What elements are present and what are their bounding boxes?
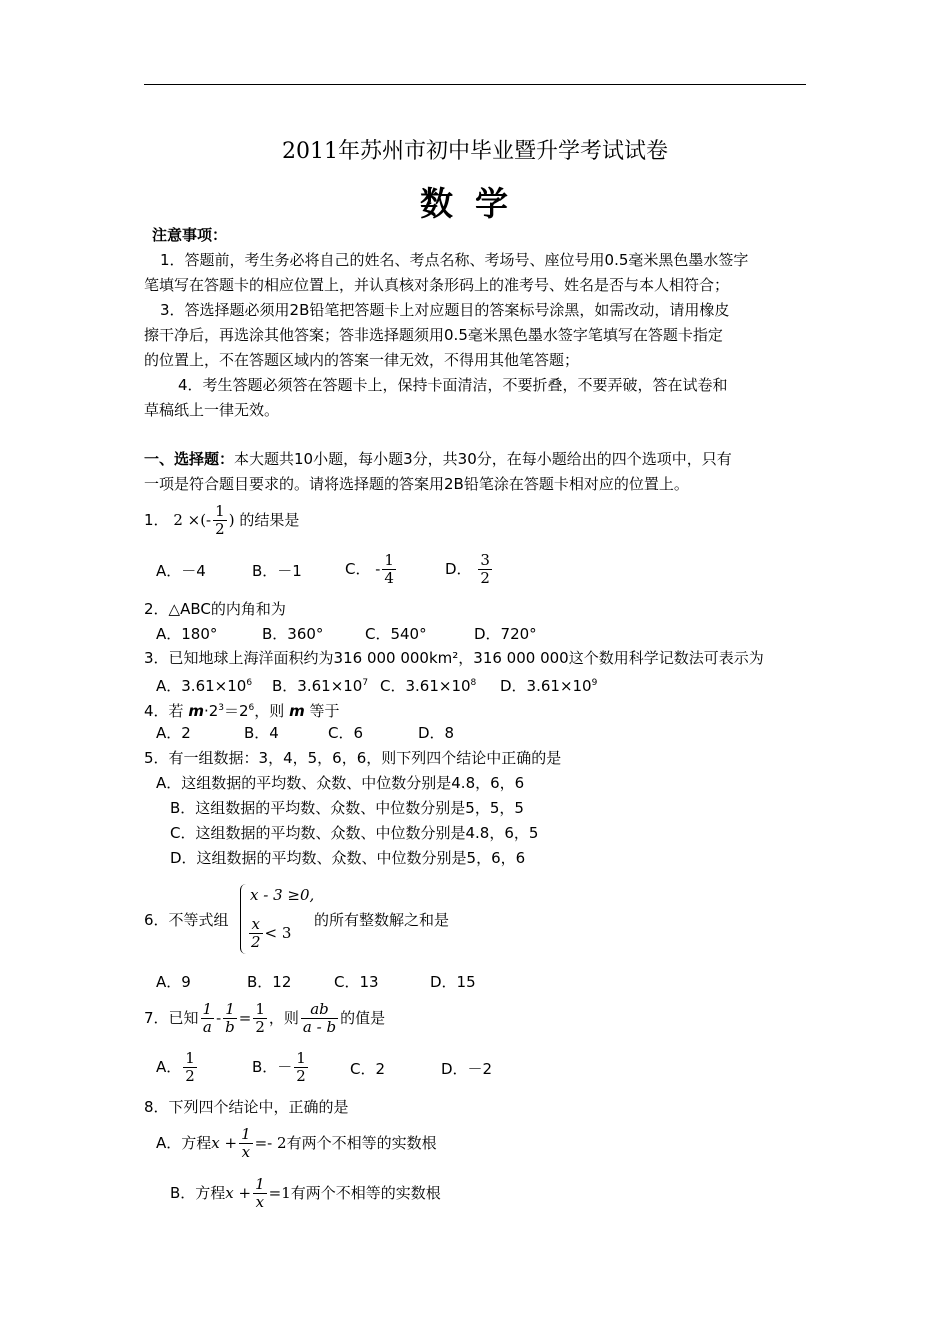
notice-item-1-line-2: 笔填写在答题卡的相应位置上，并认真核对条形码上的准考号、姓名是否与本人相符合； <box>144 276 730 294</box>
question-4-stem <box>144 696 339 724</box>
q8-option-a-den: x <box>241 1143 251 1161</box>
q7-option-d: D．－2 <box>441 1060 493 1078</box>
q3-option-d <box>500 671 597 699</box>
q5-option-c: C．这组数据的平均数、众数、中位数分别是4.8，6，5 <box>170 824 539 842</box>
q7-pre: 7．已知 <box>144 1009 199 1027</box>
q3-option-d-exp: 9 <box>591 678 598 688</box>
q6-frac-num: x <box>249 916 263 934</box>
question-2-stem: 2．△ABC的内角和为 <box>144 600 286 618</box>
q1-option-d-label: D． <box>445 560 472 578</box>
q7-post: 的值是 <box>340 1009 386 1027</box>
notice-item-1-line-1: 1．答题前，考生务必将自己的姓名、考点名称、考场号、座位号用0.5毫米黑色墨水签字 <box>160 251 749 269</box>
section-1-heading: 一、选择题： <box>144 450 235 468</box>
question-1-stem: 的结果是 <box>239 511 300 529</box>
q7-eq: = <box>238 1009 252 1027</box>
q4-option-d: D．8 <box>418 724 455 742</box>
q4-option-a: A．2 <box>156 724 191 742</box>
header-rule <box>144 84 806 85</box>
q7-minus: - <box>216 1009 222 1027</box>
q7-frac-1 <box>201 1001 215 1036</box>
q6-inequality-1 <box>250 886 314 904</box>
q7-option-a-den: 2 <box>185 1067 195 1085</box>
q3-option-c-base: C．3.61×10 <box>380 677 471 695</box>
q7-frac-1-den: a <box>202 1018 212 1036</box>
q7-option-b-num: 1 <box>296 1049 306 1067</box>
question-1 <box>144 503 299 538</box>
q3-option-b-base: B．3.61×10 <box>272 677 363 695</box>
q4-option-b: B．4 <box>244 724 279 742</box>
question-1-expr-post: ) <box>228 511 235 529</box>
question-1-frac-den: 2 <box>215 520 225 538</box>
q2-option-a: A．180° <box>156 625 218 643</box>
q7-frac-3 <box>253 1001 267 1036</box>
q5-option-a: A．这组数据的平均数、众数、中位数分别是4.8，6，6 <box>156 774 525 792</box>
q1-option-c-den: 4 <box>384 569 394 587</box>
notice-item-4-line-1: 4．考生答题必须答在答题卡上，保持卡面清洁，不要折叠，不要弄破，答在试卷和 <box>178 376 728 394</box>
q3-option-c-exp: 8 <box>470 678 477 688</box>
q3-option-a-exp: 6 <box>246 678 253 688</box>
q6-line-2-rest: < 3 <box>264 924 292 942</box>
question-6-post: 的所有整数解之和是 <box>314 911 450 929</box>
notice-item-3-line-2: 擦干净后，再选涂其他答案；答非选择题须用0.5毫米黑色墨水签字笔填写在答题卡指定 <box>144 326 723 344</box>
q2-option-c: C．540° <box>365 625 427 643</box>
q6-brace <box>240 884 247 954</box>
q3-option-a-base: A．3.61×10 <box>156 677 247 695</box>
q8-option-b-post: 有两个不相等的实数根 <box>290 1184 441 1202</box>
q6-option-d: D．15 <box>430 973 476 991</box>
q8-option-b-den: x <box>255 1193 265 1211</box>
section-1-intro <box>144 447 732 472</box>
q7-frac-2-num: 1 <box>223 1001 237 1019</box>
q8-option-b-fraction <box>253 1176 267 1211</box>
notice-item-3-line-3: 的位置上，不在答题区域内的答案一律无效，不得用其他笔答题； <box>144 351 580 369</box>
q6-line-1: x - 3 ≥0, <box>250 886 315 904</box>
q4-post: ，则 <box>254 702 290 720</box>
q4-end: 等于 <box>304 702 340 720</box>
q1-option-c-label: C． <box>345 560 371 578</box>
q3-option-b-exp: 7 <box>362 678 369 688</box>
q7-option-c: C．2 <box>350 1060 386 1078</box>
question-5-stem: 5．有一组数据：3，4，5，6，6，则下列四个结论中正确的是 <box>144 749 562 767</box>
exam-title: 2011年苏州市初中毕业暨升学考试试卷 <box>282 139 668 164</box>
q8-option-a-num: 1 <box>241 1125 251 1143</box>
q8-option-b-eq: =1 <box>268 1184 291 1202</box>
q4-eq: ＝2 <box>224 702 249 720</box>
q7-option-b-fraction <box>294 1050 308 1085</box>
q8-option-a <box>156 1126 437 1161</box>
q4-var-m-2: m <box>289 702 305 720</box>
q3-option-a <box>156 671 252 699</box>
q1-option-c <box>345 552 398 587</box>
q7-mid: ，则 <box>268 1009 299 1027</box>
q7-option-a-fraction <box>183 1050 197 1085</box>
q4-exp-2: 6 <box>248 703 255 713</box>
q3-option-b <box>272 671 368 699</box>
question-8-stem: 8．下列四个结论中，正确的是 <box>144 1098 349 1116</box>
question-1-number: 1． <box>144 511 169 529</box>
q7-frac-1-num: 1 <box>202 1000 213 1018</box>
q8-option-b <box>170 1176 441 1211</box>
q1-option-d-num: 3 <box>480 551 490 569</box>
q6-inequality-2 <box>247 916 291 951</box>
q7-frac-4-num: ab <box>301 1001 338 1019</box>
question-3-stem: 3．已知地球上海洋面积约为316 000 000km²，316 000 000这个数用科学记数法可表示为 <box>144 649 764 667</box>
question-1-fraction <box>213 503 227 538</box>
q8-option-a-fraction <box>239 1126 253 1161</box>
q8-option-a-label: A．方程 <box>156 1134 212 1152</box>
q1-option-a: A．－4 <box>156 562 206 580</box>
q6-fraction <box>249 916 263 951</box>
question-1-expr-pre: 2 ×(- <box>173 511 212 529</box>
q6-option-b: B．12 <box>247 973 292 991</box>
q7-option-a-num: 1 <box>185 1049 195 1067</box>
notice-item-3-line-1: 3．答选择题必须用2B铅笔把答题卡上对应题目的答案标号涂黑，如需改动，请用橡皮 <box>160 301 730 319</box>
q1-option-d-fraction <box>478 552 492 587</box>
q7-option-a-label: A． <box>156 1058 182 1076</box>
q6-frac-den: 2 <box>251 933 261 951</box>
q7-frac-4 <box>301 1001 338 1036</box>
section-1-desc-line-2: 一项是符合题目要求的。请将选择题的答案用2B铅笔涂在答题卡相对应的位置上。 <box>144 475 689 493</box>
question-7-stem <box>144 1001 385 1036</box>
q5-option-b: B．这组数据的平均数、众数、中位数分别是5，5，5 <box>170 799 524 817</box>
q1-option-d-den: 2 <box>480 569 490 587</box>
q8-option-a-eq: =- 2 <box>254 1134 287 1152</box>
q7-frac-3-num: 1 <box>255 1000 265 1018</box>
notice-item-4-line-2: 草稿纸上一律无效。 <box>144 401 280 419</box>
q4-var-m: m <box>188 702 204 720</box>
question-6-pre: 6．不等式组 <box>144 911 229 929</box>
q4-mid: ·2 <box>203 702 219 720</box>
q3-option-d-base: D．3.61×10 <box>500 677 592 695</box>
notice-heading: 注意事项： <box>152 226 228 244</box>
q4-pre: 4．若 <box>144 702 189 720</box>
q5-option-d: D．这组数据的平均数、众数、中位数分别是5，6，6 <box>170 849 526 867</box>
q1-option-c-num: 1 <box>384 551 394 569</box>
q7-frac-2 <box>223 1001 237 1036</box>
q7-option-b-den: 2 <box>296 1067 306 1085</box>
q7-option-b <box>252 1050 310 1085</box>
q4-exp-1: 3 <box>218 703 224 713</box>
q7-option-a <box>156 1050 199 1085</box>
q2-option-d: D．720° <box>474 625 537 643</box>
q4-option-c: C．6 <box>328 724 364 742</box>
q7-frac-3-den: 2 <box>255 1018 265 1036</box>
q1-option-c-sign: - <box>375 560 381 578</box>
q1-option-c-fraction <box>382 552 396 587</box>
q6-option-a: A．9 <box>156 973 191 991</box>
q8-option-b-label: B．方程 <box>170 1184 226 1202</box>
q2-option-b: B．360° <box>262 625 324 643</box>
q8-option-b-num: 1 <box>255 1175 265 1193</box>
question-1-frac-num: 1 <box>215 502 225 520</box>
section-1-desc-line-1: 本大题共10小题，每小题3分，共30分，在每小题给出的四个选项中，只有 <box>234 450 732 468</box>
q3-option-c <box>380 671 476 699</box>
q1-option-b: B．－1 <box>252 562 302 580</box>
q7-frac-2-den: b <box>225 1018 235 1036</box>
q7-frac-4-den: a - b <box>302 1018 337 1036</box>
q8-option-a-x: x + <box>211 1134 238 1152</box>
q7-option-b-label: B．－ <box>252 1058 293 1076</box>
subject-title: 数学 <box>420 184 530 223</box>
q6-option-c: C．13 <box>334 973 379 991</box>
q1-option-d <box>445 552 494 587</box>
q8-option-b-x: x + <box>225 1184 252 1202</box>
q8-option-a-post: 有两个不相等的实数根 <box>286 1134 437 1152</box>
